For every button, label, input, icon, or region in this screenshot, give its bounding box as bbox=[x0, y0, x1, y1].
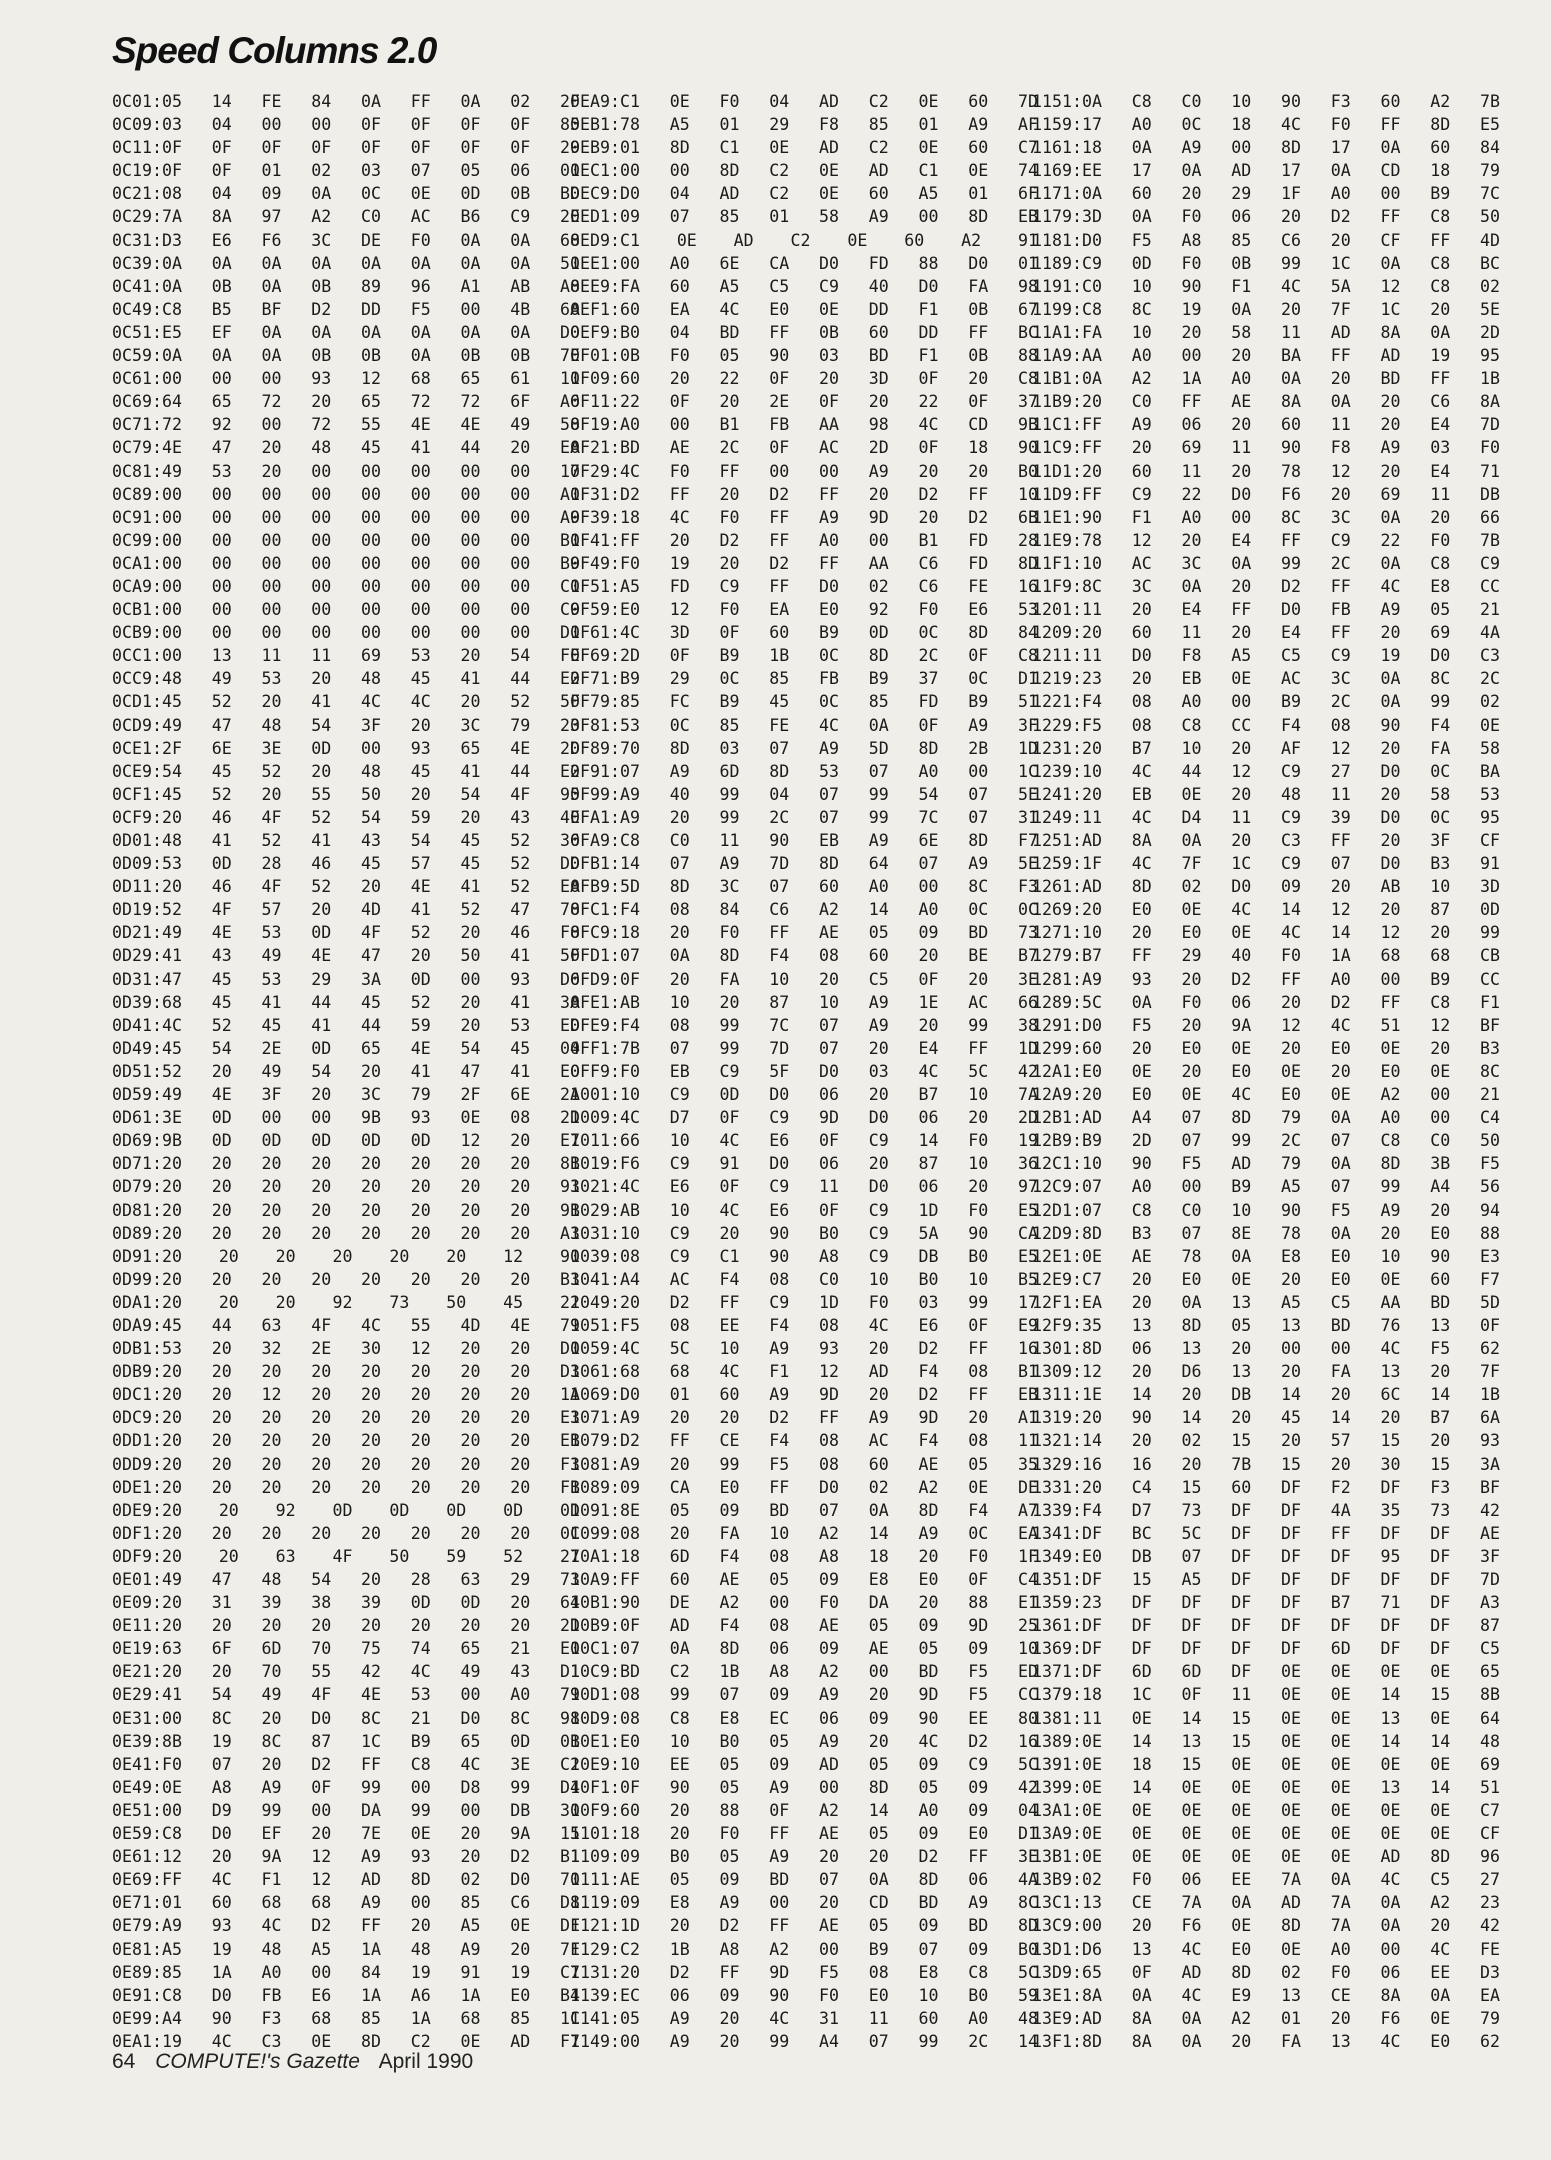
listing-line: 0D89:20 20 20 20 20 20 20 20 A3 bbox=[112, 1223, 580, 1243]
listing-column-3 bbox=[1032, 92, 1500, 2052]
listing-line: 0C99:00 00 00 00 00 00 00 00 B1 bbox=[112, 530, 580, 550]
listing-line: 1391:0E 18 15 0E 0E 0E 0E 0E 69 bbox=[1032, 1754, 1500, 1774]
listing-line: 13C1:13 CE 7A 0A AD 7A 0A A2 23 bbox=[1032, 1893, 1500, 1913]
listing-line: 0E09:20 31 39 38 39 0D 0D 20 64 bbox=[112, 1593, 580, 1613]
listing-line: 0D61:3E 0D 00 00 9B 93 0E 08 2D bbox=[112, 1108, 580, 1128]
listing-line: 0F41:FF 20 D2 FF A0 00 B1 FD 28 bbox=[570, 530, 1038, 550]
listing-line: 10D1:08 99 07 09 A9 20 9D F5 CC bbox=[570, 1685, 1038, 1705]
listing-line: 1179:3D 0A F0 06 20 D2 FF C8 50 bbox=[1032, 207, 1500, 227]
listing-line: 1291:D0 F5 20 9A 12 4C 51 12 BF bbox=[1032, 1015, 1500, 1035]
listing-line: 1371:DF 6D 6D DF 0E 0E 0E 0E 65 bbox=[1032, 1662, 1500, 1682]
listing-line: 0FA1:A9 20 99 2C 07 99 7C 07 31 bbox=[570, 807, 1038, 827]
listing-line: 1201:11 20 E4 FF D0 FB A9 05 21 bbox=[1032, 600, 1500, 620]
listing-line: 0D71:20 20 20 20 20 20 20 20 8B bbox=[112, 1154, 580, 1174]
listing-line: 0D69:9B 0D 0D 0D 0D 0D 12 20 E7 bbox=[112, 1131, 580, 1151]
listing-line: 1261:AD 8D 02 D0 09 20 AB 10 3D bbox=[1032, 877, 1500, 897]
listing-line: 1271:10 20 E0 0E 4C 14 12 20 99 bbox=[1032, 923, 1500, 943]
listing-line: 1311:1E 14 20 DB 14 20 6C 14 1B bbox=[1032, 1385, 1500, 1405]
listing-line: 1219:23 20 EB 0E AC 3C 0A 8C 2C bbox=[1032, 669, 1500, 689]
listing-line: 12F9:35 13 8D 05 13 BD 76 13 0F bbox=[1032, 1315, 1500, 1335]
page-footer bbox=[112, 2050, 473, 2074]
listing-line: 1101:18 20 F0 FF AE 05 09 E0 D1 bbox=[570, 1824, 1038, 1844]
listing-line: 0ED1:09 07 85 01 58 A9 00 8D EB bbox=[570, 207, 1038, 227]
listing-line: 11F1:10 AC 3C 0A 99 2C 0A C8 C9 bbox=[1032, 553, 1500, 573]
listing-line: 1131:20 D2 FF 9D F5 08 E8 C8 5C bbox=[570, 1962, 1038, 1982]
listing-line: 12D9:8D B3 07 8E 78 0A 20 E0 88 bbox=[1032, 1223, 1500, 1243]
listing-line: 1381:11 0E 14 15 0E 0E 13 0E 64 bbox=[1032, 1708, 1500, 1728]
listing-line: 0F71:B9 29 0C 85 FB B9 37 0C D1 bbox=[570, 669, 1038, 689]
listing-line: 0DF9:20 20 63 4F 50 59 52 27 bbox=[112, 1546, 580, 1566]
listing-line: 1121:1D 20 D2 FF AE 05 09 BD 8D bbox=[570, 1916, 1038, 1936]
listing-line: 0FD1:07 0A 8D F4 08 60 20 BE B7 bbox=[570, 946, 1038, 966]
listing-column-2 bbox=[570, 92, 1038, 2052]
listing-line: 0EF9:B0 04 BD FF 0B 60 DD FF BC bbox=[570, 322, 1038, 342]
listing-line: 0EA1:19 4C C3 0E 8D C2 0E AD F7 bbox=[112, 2031, 580, 2051]
listing-line: 13B1:0E 0E 0E 0E 0E 0E AD 8D 96 bbox=[1032, 1847, 1500, 1867]
listing-line: 0C49:C8 B5 BF D2 DD F5 00 4B 6A bbox=[112, 299, 580, 319]
listing-line: 12B9:B9 2D 07 99 2C 07 C8 C0 50 bbox=[1032, 1131, 1500, 1151]
listing-line: 0D39:68 45 41 44 45 52 20 41 3A bbox=[112, 992, 580, 1012]
listing-line: 10A9:FF 60 AE 05 09 E8 E0 0F C4 bbox=[570, 1570, 1038, 1589]
listing-line: 13D9:65 0F AD 8D 02 F0 06 EE D3 bbox=[1032, 1962, 1500, 1982]
listing-line: 13C9:00 20 F6 0E 8D 7A 0A 20 42 bbox=[1032, 1916, 1500, 1936]
listing-column-1 bbox=[112, 92, 580, 2052]
listing-line: 10C9:BD C2 1B A8 A2 00 BD F5 ED bbox=[570, 1662, 1038, 1682]
listing-line: 10E9:10 EE 05 09 AD 05 09 C9 5C bbox=[570, 1754, 1038, 1774]
listing-line: 1109:09 B0 05 A9 20 20 D2 FF 3E bbox=[570, 1847, 1038, 1867]
listing-line: 1119:09 E8 A9 00 20 CD BD A9 8C bbox=[570, 1893, 1038, 1913]
listing-line: 1269:20 E0 0E 4C 14 12 20 87 0D bbox=[1032, 900, 1500, 920]
listing-line: 1249:11 4C D4 11 C9 39 D0 0C 95 bbox=[1032, 807, 1500, 827]
listing-line: 1071:A9 20 20 D2 FF A9 9D 20 A1 bbox=[570, 1408, 1038, 1428]
listing-line: 1231:20 B7 10 20 AF 12 20 FA 58 bbox=[1032, 738, 1500, 758]
listing-line: 0DB9:20 20 20 20 20 20 20 20 D3 bbox=[112, 1362, 580, 1382]
listing-line: 0E49:0E A8 A9 0F 99 00 D8 99 D4 bbox=[112, 1777, 580, 1797]
listing-line: 1389:0E 14 13 15 0E 0E 14 14 48 bbox=[1032, 1731, 1500, 1751]
listing-line: 0C01:05 14 FE 84 0A FF 0A 02 2F bbox=[112, 92, 580, 111]
listing-line: 0D79:20 20 20 20 20 20 20 20 93 bbox=[112, 1177, 580, 1197]
listing-line: 1049:20 D2 FF C9 1D F0 03 99 17 bbox=[570, 1292, 1038, 1312]
listing-line: 0FE1:AB 10 20 87 10 A9 1E AC 66 bbox=[570, 992, 1038, 1012]
listing-line: 0CE9:54 45 52 20 48 45 41 44 E2 bbox=[112, 761, 580, 781]
listing-line: 10B1:90 DE A2 00 F0 DA 20 88 E1 bbox=[570, 1593, 1038, 1613]
listing-line: 10A1:18 6D F4 08 A8 18 20 F0 1F bbox=[570, 1546, 1038, 1566]
listing-line: 0DC9:20 20 20 20 20 20 20 20 E3 bbox=[112, 1408, 580, 1428]
listing-line: 0E59:C8 D0 EF 20 7E 0E 20 9A 15 bbox=[112, 1824, 580, 1844]
listing-line: 0EE9:FA 60 A5 C5 C9 40 D0 FA 98 bbox=[570, 276, 1038, 296]
listing-line: 0F01:0B F0 05 90 03 BD F1 0B 88 bbox=[570, 346, 1038, 366]
listing-line: 1089:09 CA E0 FF D0 02 A2 0E DE bbox=[570, 1477, 1038, 1497]
listing-line: 1149:00 A9 20 99 A4 07 99 2C 14 bbox=[570, 2031, 1038, 2051]
listing-line: 0F89:70 8D 03 07 A9 5D 8D 2B 1D bbox=[570, 738, 1038, 758]
listing-line: 1349:E0 DB 07 DF DF DF 95 DF 3F bbox=[1032, 1546, 1500, 1566]
listing-line: 0DA9:45 44 63 4F 4C 55 4D 4E 79 bbox=[112, 1315, 580, 1335]
listing-line: 1241:20 EB 0E 20 48 11 20 58 53 bbox=[1032, 784, 1500, 804]
listing-line: 1141:05 A9 20 4C 31 11 60 A0 48 bbox=[570, 2008, 1038, 2028]
listing-line: 1051:F5 08 EE F4 08 4C E6 0F E9 bbox=[570, 1315, 1038, 1335]
listing-line: 1081:A9 20 99 F5 08 60 AE 05 35 bbox=[570, 1454, 1038, 1474]
listing-line: 1161:18 0A A9 00 8D 17 0A 60 84 bbox=[1032, 138, 1500, 158]
listing-line: 0E01:49 47 48 54 20 28 63 29 73 bbox=[112, 1570, 580, 1589]
listing-line: 1041:A4 AC F4 08 C0 10 B0 10 B5 bbox=[570, 1269, 1038, 1289]
listing-line: 0F19:A0 00 B1 FB AA 98 4C CD 9B bbox=[570, 415, 1038, 435]
listing-line: 0D59:49 4E 3F 20 3C 79 2F 6E 2A bbox=[112, 1085, 580, 1105]
listing-line: 11D9:FF C9 22 D0 F6 20 69 11 DB bbox=[1032, 484, 1500, 504]
listing-line: 1221:F4 08 A0 00 B9 2C 0A 99 02 bbox=[1032, 692, 1500, 712]
listing-line: 0CD1:45 52 20 41 4C 4C 20 52 5F bbox=[112, 692, 580, 712]
listing-line: 1181:D0 F5 A8 85 C6 20 CF FF 4D bbox=[1032, 230, 1500, 250]
listing-line: 1069:D0 01 60 A9 9D 20 D2 FF EB bbox=[570, 1385, 1038, 1405]
listing-line: 1361:DF DF DF DF DF DF DF DF 87 bbox=[1032, 1616, 1500, 1636]
listing-line: 0EA9:C1 0E F0 04 AD C2 0E 60 7D bbox=[570, 92, 1038, 111]
listing-line: 0E79:A9 93 4C D2 FF 20 A5 0E DF bbox=[112, 1916, 580, 1936]
listing-line: 1209:20 60 11 20 E4 FF 20 69 4A bbox=[1032, 623, 1500, 643]
listing-line: 1191:C0 10 90 F1 4C 5A 12 C8 02 bbox=[1032, 276, 1500, 296]
listing-line: 1079:D2 FF CE F4 08 AC F4 08 11 bbox=[570, 1431, 1038, 1451]
listing-line: 1129:C2 1B A8 A2 00 B9 07 09 B0 bbox=[570, 1939, 1038, 1959]
listing-line: 1211:11 D0 F8 A5 C5 C9 19 D0 C3 bbox=[1032, 646, 1500, 666]
listing-line: 13B9:02 F0 06 EE 7A 0A 4C C5 27 bbox=[1032, 1870, 1500, 1890]
listing-line: 1189:C9 0D F0 0B 99 1C 0A C8 BC bbox=[1032, 253, 1500, 273]
listing-line: 12F1:EA 20 0A 13 A5 C5 AA BD 5D bbox=[1032, 1292, 1500, 1312]
listing-line: 0F69:2D 0F B9 1B 0C 8D 2C 0F C8 bbox=[570, 646, 1038, 666]
listing-line: 0DD9:20 20 20 20 20 20 20 20 F3 bbox=[112, 1454, 580, 1474]
listing-line: 12C9:07 A0 00 B9 A5 07 99 A4 56 bbox=[1032, 1177, 1500, 1197]
listing-line: 1061:68 68 4C F1 12 AD F4 08 B1 bbox=[570, 1362, 1038, 1382]
listing-line: 0F49:F0 19 20 D2 FF AA C6 FD 8D bbox=[570, 553, 1038, 573]
listing-line: 0EC1:00 00 8D C2 0E AD C1 0E 74 bbox=[570, 161, 1038, 181]
listing-line: 0D31:47 45 53 29 3A 0D 00 93 D6 bbox=[112, 969, 580, 989]
listing-line: 0C51:E5 EF 0A 0A 0A 0A 0A 0A D0 bbox=[112, 322, 580, 342]
listing-line: 1011:66 10 4C E6 0F C9 14 F0 19 bbox=[570, 1131, 1038, 1151]
listing-line: 0C89:00 00 00 00 00 00 00 00 A1 bbox=[112, 484, 580, 504]
listing-line: 13F1:8D 8A 0A 20 FA 13 4C E0 62 bbox=[1032, 2031, 1500, 2051]
listing-line: 0FD9:0F 20 FA 10 20 C5 0F 20 3E bbox=[570, 969, 1038, 989]
listing-line: 11F9:8C 3C 0A 20 D2 FF 4C E8 CC bbox=[1032, 576, 1500, 596]
page-title: Speed Columns 2.0 bbox=[112, 30, 437, 71]
listing-line: 12E9:C7 20 E0 0E 20 E0 0E 60 F7 bbox=[1032, 1269, 1500, 1289]
listing-line: 0C41:0A 0B 0A 0B 89 96 A1 AB A8 bbox=[112, 276, 580, 296]
listing-line: 1019:F6 C9 91 D0 06 20 87 10 36 bbox=[570, 1154, 1038, 1174]
issue-date: April 1990 bbox=[378, 2050, 474, 2073]
listing-line: 1369:DF DF DF DF DF 6D DF DF C5 bbox=[1032, 1639, 1500, 1659]
listing-line: 1309:12 20 D6 13 20 FA 13 20 7F bbox=[1032, 1362, 1500, 1382]
listing-line: 0FE9:F4 08 99 7C 07 A9 20 99 38 bbox=[570, 1015, 1038, 1035]
listing-line: 11A9:AA A0 00 20 BA FF AD 19 95 bbox=[1032, 346, 1500, 366]
listing-line: 0F59:E0 12 F0 EA E0 92 F0 E6 53 bbox=[570, 600, 1038, 620]
listing-line: 0CD9:49 47 48 54 3F 20 3C 79 23 bbox=[112, 715, 580, 735]
listing-line: 12A1:E0 0E 20 E0 0E 20 E0 0E 8C bbox=[1032, 1061, 1500, 1081]
listing-line: 0DC1:20 20 12 20 20 20 20 20 1A bbox=[112, 1385, 580, 1405]
listing-line: 0C39:0A 0A 0A 0A 0A 0A 0A 0A 51 bbox=[112, 253, 580, 273]
listing-line: 0DB1:53 20 32 2E 30 12 20 20 D0 bbox=[112, 1339, 580, 1359]
listing-line: 0E29:41 54 49 4F 4E 53 00 A0 79 bbox=[112, 1685, 580, 1705]
listing-line: 1009:4C D7 0F C9 9D D0 06 20 2D bbox=[570, 1108, 1038, 1128]
listing-line: 1229:F5 08 C8 CC F4 08 90 F4 0E bbox=[1032, 715, 1500, 735]
listing-line: 0E51:00 D9 99 00 DA 99 00 DB 30 bbox=[112, 1800, 580, 1820]
listing-line: 0D11:20 46 4F 52 20 4E 41 52 EA bbox=[112, 877, 580, 897]
listing-line: 11C9:FF 20 69 11 90 F8 A9 03 F0 bbox=[1032, 438, 1500, 458]
listing-line: 0C31:D3 E6 F6 3C DE F0 0A 0A 68 bbox=[112, 230, 580, 250]
listing-line: 1301:8D 06 13 20 00 00 4C F5 62 bbox=[1032, 1339, 1500, 1359]
listing-line: 1059:4C 5C 10 A9 93 20 D2 FF 16 bbox=[570, 1339, 1038, 1359]
listing-line: 13E9:AD 8A 0A A2 01 20 F6 0E 79 bbox=[1032, 2008, 1500, 2028]
listing-line: 1021:4C E6 0F C9 11 D0 06 20 97 bbox=[570, 1177, 1038, 1197]
listing-line: 0CF1:45 52 20 55 50 20 54 4F 95 bbox=[112, 784, 580, 804]
listing-line: 1319:20 90 14 20 45 14 20 B7 6A bbox=[1032, 1408, 1500, 1428]
listing-line: 0C81:49 53 20 00 00 00 00 00 17 bbox=[112, 461, 580, 481]
listing-line: 0C19:0F 0F 01 02 03 07 05 06 01 bbox=[112, 161, 580, 181]
listing-line: 1351:DF 15 A5 DF DF DF DF DF 7D bbox=[1032, 1570, 1500, 1589]
listing-line: 0C11:0F 0F 0F 0F 0F 0F 0F 0F 29 bbox=[112, 138, 580, 158]
listing-line: 11E1:90 F1 A0 00 8C 3C 0A 20 66 bbox=[1032, 507, 1500, 527]
listing-line: 0C91:00 00 00 00 00 00 00 00 A9 bbox=[112, 507, 580, 527]
listing-line: 0D91:20 20 20 20 20 20 12 90 bbox=[112, 1246, 580, 1266]
listing-line: 0C29:7A 8A 97 A2 C0 AC B6 C9 2E bbox=[112, 207, 580, 227]
listing-line: 0E21:20 20 70 55 42 4C 49 43 D1 bbox=[112, 1662, 580, 1682]
listing-line: 0C79:4E 47 20 48 45 41 44 20 EA bbox=[112, 438, 580, 458]
listing-line: 0C09:03 04 00 00 0F 0F 0F 0F 85 bbox=[112, 115, 580, 135]
listing-line: 11E9:78 12 20 E4 FF C9 22 F0 7B bbox=[1032, 530, 1500, 550]
listing-line: 0CB1:00 00 00 00 00 00 00 00 C9 bbox=[112, 600, 580, 620]
listing-line: 10F9:60 20 88 0F A2 14 A0 09 04 bbox=[570, 1800, 1038, 1820]
listing-line: 0E31:00 8C 20 D0 8C 21 D0 8C 98 bbox=[112, 1708, 580, 1728]
listing-line: 0D81:20 20 20 20 20 20 20 20 9B bbox=[112, 1200, 580, 1220]
listing-line: 1091:8E 05 09 BD 07 0A 8D F4 A7 bbox=[570, 1500, 1038, 1520]
listing-line: 1331:20 C4 15 60 DF F2 DF F3 BF bbox=[1032, 1477, 1500, 1497]
listing-line: 0F81:53 0C 85 FE 4C 0A 0F A9 3F bbox=[570, 715, 1038, 735]
listing-line: 0D41:4C 52 45 41 44 59 20 53 ED bbox=[112, 1015, 580, 1035]
listing-line: 0EE1:00 A0 6E CA D0 FD 88 D0 01 bbox=[570, 253, 1038, 273]
listing-line: 1299:60 20 E0 0E 20 E0 0E 20 B3 bbox=[1032, 1038, 1500, 1058]
listing-line: 0CE1:2F 6E 3E 0D 00 93 65 4E 2D bbox=[112, 738, 580, 758]
listing-line: 0CC1:00 13 11 11 69 53 20 54 FE bbox=[112, 646, 580, 666]
listing-line: 1001:10 C9 0D D0 06 20 B7 10 7A bbox=[570, 1085, 1038, 1105]
listing-line: 1031:10 C9 20 90 B0 C9 5A 90 CA bbox=[570, 1223, 1038, 1243]
listing-line: 0E41:F0 07 20 D2 FF C8 4C 3E C2 bbox=[112, 1754, 580, 1774]
listing-line: 12A9:20 E0 0E 4C E0 0E A2 00 21 bbox=[1032, 1085, 1500, 1105]
listing-line: 0EB9:01 8D C1 0E AD C2 0E 60 C7 bbox=[570, 138, 1038, 158]
listing-line: 10B9:0F AD F4 08 AE 05 09 9D 25 bbox=[570, 1616, 1038, 1636]
listing-line: 0DA1:20 20 20 92 73 50 45 22 bbox=[112, 1292, 580, 1312]
listing-line: 0F31:D2 FF 20 D2 FF 20 D2 FF 10 bbox=[570, 484, 1038, 504]
listing-line: 0F39:18 4C F0 FF A9 9D 20 D2 6B bbox=[570, 507, 1038, 527]
listing-line: 1159:17 A0 0C 18 4C F0 FF 8D E5 bbox=[1032, 115, 1500, 135]
listing-line: 13A9:0E 0E 0E 0E 0E 0E 0E 0E CF bbox=[1032, 1824, 1500, 1844]
listing-line: 0E89:85 1A A0 00 84 19 91 19 C7 bbox=[112, 1962, 580, 1982]
listing-line: 0CB9:00 00 00 00 00 00 00 00 D1 bbox=[112, 623, 580, 643]
listing-line: 13A1:0E 0E 0E 0E 0E 0E 0E 0E C7 bbox=[1032, 1800, 1500, 1820]
listing-line: 0D51:52 20 49 54 20 41 47 41 E0 bbox=[112, 1061, 580, 1081]
listing-line: 1321:14 20 02 15 20 57 15 20 93 bbox=[1032, 1431, 1500, 1451]
listing-line: 10D9:08 C8 E8 EC 06 09 90 EE 80 bbox=[570, 1708, 1038, 1728]
listing-line: 11C1:FF A9 06 20 60 11 20 E4 7D bbox=[1032, 415, 1500, 435]
listing-line: 12D1:07 C8 C0 10 90 F5 A9 20 94 bbox=[1032, 1200, 1500, 1220]
listing-line: 0C59:0A 0A 0A 0B 0B 0A 0B 0B 7E bbox=[112, 346, 580, 366]
listing-line: 13E1:8A 0A 4C E9 13 CE 8A 0A EA bbox=[1032, 1985, 1500, 2005]
listing-line: 0EF1:60 EA 4C E0 0E DD F1 0B 67 bbox=[570, 299, 1038, 319]
listing-line: 0DF1:20 20 20 20 20 20 20 20 0C bbox=[112, 1523, 580, 1543]
listing-line: 0FC1:F4 08 84 C6 A2 14 A0 0C 0C bbox=[570, 900, 1038, 920]
listing-line: 1139:EC 06 09 90 F0 E0 10 B0 59 bbox=[570, 1985, 1038, 2005]
listing-line: 11D1:20 60 11 20 78 12 20 E4 71 bbox=[1032, 461, 1500, 481]
listing-line: 1171:0A 60 20 29 1F A0 00 B9 7C bbox=[1032, 184, 1500, 204]
listing-line: 12E1:0E AE 78 0A E8 E0 10 90 E3 bbox=[1032, 1246, 1500, 1266]
listing-line: 0E91:C8 D0 FB E6 1A A6 1A E0 B4 bbox=[112, 1985, 580, 2005]
listing-line: 0D49:45 54 2E 0D 65 4E 54 45 04 bbox=[112, 1038, 580, 1058]
listing-line: 1251:AD 8A 0A 20 C3 FF 20 3F CF bbox=[1032, 831, 1500, 850]
listing-line: 1151:0A C8 C0 10 90 F3 60 A2 7B bbox=[1032, 92, 1500, 111]
listing-line: 1111:AE 05 09 BD 07 0A 8D 06 4A bbox=[570, 1870, 1038, 1890]
listing-line: 0CA9:00 00 00 00 00 00 00 00 C1 bbox=[112, 576, 580, 596]
listing-line: 0D19:52 4F 57 20 4D 41 52 47 78 bbox=[112, 900, 580, 920]
listing-line: 1359:23 DF DF DF DF B7 71 DF A3 bbox=[1032, 1593, 1500, 1613]
listing-line: 0D01:48 41 52 41 43 54 45 52 36 bbox=[112, 831, 580, 850]
listing-line: 12C1:10 90 F5 AD 79 0A 8D 3B F5 bbox=[1032, 1154, 1500, 1174]
listing-line: 0E99:A4 90 F3 68 85 1A 68 85 1C bbox=[112, 2008, 580, 2028]
publication-name: COMPUTE!'s Gazette bbox=[155, 2050, 360, 2073]
listing-line: 0E71:01 60 68 68 A9 00 85 C6 D8 bbox=[112, 1893, 580, 1913]
listing-line: 1099:08 20 FA 10 A2 14 A9 0C EA bbox=[570, 1523, 1038, 1543]
listing-line: 10C1:07 0A 8D 06 09 AE 05 09 10 bbox=[570, 1639, 1038, 1659]
listing-line: 0DE1:20 20 20 20 20 20 20 20 FB bbox=[112, 1477, 580, 1497]
listing-line: 1039:08 C9 C1 90 A8 C9 DB B0 E5 bbox=[570, 1246, 1038, 1266]
listing-line: 1281:A9 93 20 D2 FF A0 00 B9 CC bbox=[1032, 969, 1500, 989]
listing-line: 0D29:41 43 49 4E 47 20 50 41 5F bbox=[112, 946, 580, 966]
listing-line: 1329:16 16 20 7B 15 20 30 15 3A bbox=[1032, 1454, 1500, 1474]
listing-line: 0F21:BD AE 2C 0F AC 2D 0F 18 90 bbox=[570, 438, 1038, 458]
listing-line: 1029:AB 10 4C E6 0F C9 1D F0 E5 bbox=[570, 1200, 1038, 1220]
listing-line: 0F51:A5 FD C9 FF D0 02 C6 FE 16 bbox=[570, 576, 1038, 596]
listing-line: 0FF9:F0 EB C9 5F D0 03 4C 5C 42 bbox=[570, 1061, 1038, 1081]
listing-line: 0D09:53 0D 28 46 45 57 45 52 DD bbox=[112, 854, 580, 874]
listing-line: 11A1:FA 10 20 58 11 AD 8A 0A 2D bbox=[1032, 322, 1500, 342]
listing-line: 0FC9:18 20 F0 FF AE 05 09 BD 73 bbox=[570, 923, 1038, 943]
page-number: 64 bbox=[112, 2050, 136, 2073]
listing-line: 1169:EE 17 0A AD 17 0A CD 18 79 bbox=[1032, 161, 1500, 181]
listing-line: 0DD1:20 20 20 20 20 20 20 20 EB bbox=[112, 1431, 580, 1451]
listing-line: 0D99:20 20 20 20 20 20 20 20 B3 bbox=[112, 1269, 580, 1289]
listing-line: 10F1:0F 90 05 A9 00 8D 05 09 42 bbox=[570, 1777, 1038, 1797]
listing-line: 0EB1:78 A5 01 29 F8 85 01 A9 AF bbox=[570, 115, 1038, 135]
listing-line: 10E1:E0 10 B0 05 A9 20 4C D2 16 bbox=[570, 1731, 1038, 1751]
listing-line: 1341:DF BC 5C DF DF FF DF DF AE bbox=[1032, 1523, 1500, 1543]
listing-line: 0CA1:00 00 00 00 00 00 00 00 B9 bbox=[112, 553, 580, 573]
listing-line: 1259:1F 4C 7F 1C C9 07 D0 B3 91 bbox=[1032, 854, 1500, 874]
listing-line: 1339:F4 D7 73 DF DF 4A 35 73 42 bbox=[1032, 1500, 1500, 1520]
listing-line: 0F91:07 A9 6D 8D 53 07 A0 00 1C bbox=[570, 761, 1038, 781]
listing-line: 1289:5C 0A F0 06 20 D2 FF C8 F1 bbox=[1032, 992, 1500, 1012]
listing-line: 0E11:20 20 20 20 20 20 20 20 2D bbox=[112, 1616, 580, 1636]
listing-line: 0E69:FF 4C F1 12 AD 8D 02 D0 70 bbox=[112, 1870, 580, 1890]
listing-line: 0F29:4C F0 FF 00 00 A9 20 20 B0 bbox=[570, 461, 1038, 481]
listing-line: 0F61:4C 3D 0F 60 B9 0D 0C 8D 84 bbox=[570, 623, 1038, 643]
listing-line: 11B1:0A A2 1A A0 0A 20 BD FF 1B bbox=[1032, 369, 1500, 389]
listing-line: 0E39:8B 19 8C 87 1C B9 65 0D 0B bbox=[112, 1731, 580, 1751]
listing-line: 0C71:72 92 00 72 55 4E 4E 49 58 bbox=[112, 415, 580, 435]
listing-line: 0ED9:C1 0E AD C2 0E 60 A2 91 bbox=[570, 230, 1038, 250]
listing-line: 1279:B7 FF 29 40 F0 1A 68 68 CB bbox=[1032, 946, 1500, 966]
listing-line: 1399:0E 14 0E 0E 0E 0E 13 14 51 bbox=[1032, 1777, 1500, 1797]
listing-line: 0F79:85 FC B9 45 0C 85 FD B9 51 bbox=[570, 692, 1038, 712]
listing-line: 0D21:49 4E 53 0D 4F 52 20 46 F8 bbox=[112, 923, 580, 943]
listing-line: 13D1:D6 13 4C E0 0E A0 00 4C FE bbox=[1032, 1939, 1500, 1959]
listing-line: 0FB9:5D 8D 3C 07 60 A0 00 8C F3 bbox=[570, 877, 1038, 897]
listing-line: 0CC9:48 49 53 20 48 45 41 44 E2 bbox=[112, 669, 580, 689]
listing-line: 1379:18 1C 0F 11 0E 0E 14 15 8B bbox=[1032, 1685, 1500, 1705]
listing-line: 0F09:60 20 22 0F 20 3D 0F 20 C8 bbox=[570, 369, 1038, 389]
listing-line: 1239:10 4C 44 12 C9 27 D0 0C BA bbox=[1032, 761, 1500, 781]
listing-line: 0C61:00 00 00 93 12 68 65 61 11 bbox=[112, 369, 580, 389]
listing-line: 0E19:63 6F 6D 70 75 74 65 21 E0 bbox=[112, 1639, 580, 1659]
listing-line: 1199:C8 8C 19 0A 20 7F 1C 20 5E bbox=[1032, 299, 1500, 319]
listing-line: 0E81:A5 19 48 A5 1A 48 A9 20 7F bbox=[112, 1939, 580, 1959]
listing-line: 0FF1:7B 07 99 7D 07 20 E4 FF 1D bbox=[570, 1038, 1038, 1058]
listing-line: 0DE9:20 20 92 0D 0D 0D 0D 0D bbox=[112, 1500, 580, 1520]
listing-line: 0EC9:D0 04 AD C2 0E 60 A5 01 6F bbox=[570, 184, 1038, 204]
listing-line: 0FA9:C8 C0 11 90 EB A9 6E 8D F7 bbox=[570, 831, 1038, 850]
listing-line: 0C21:08 04 09 0A 0C 0E 0D 0B BD bbox=[112, 184, 580, 204]
listing-line: 0F99:A9 40 99 04 07 99 54 07 5E bbox=[570, 784, 1038, 804]
listing-line: 12B1:AD A4 07 8D 79 0A A0 00 C4 bbox=[1032, 1108, 1500, 1128]
listing-line: 11B9:20 C0 FF AE 8A 0A 20 C6 8A bbox=[1032, 392, 1500, 412]
listing-line: 0C69:64 65 72 20 65 72 72 6F A6 bbox=[112, 392, 580, 412]
listing-line: 0E61:12 20 9A 12 A9 93 20 D2 B1 bbox=[112, 1847, 580, 1867]
listing-line: 0CF9:20 46 4F 52 54 59 20 43 4E bbox=[112, 807, 580, 827]
listing-line: 0F11:22 0F 20 2E 0F 20 22 0F 37 bbox=[570, 392, 1038, 412]
listing-line: 0FB1:14 07 A9 7D 8D 64 07 A9 5E bbox=[570, 854, 1038, 874]
